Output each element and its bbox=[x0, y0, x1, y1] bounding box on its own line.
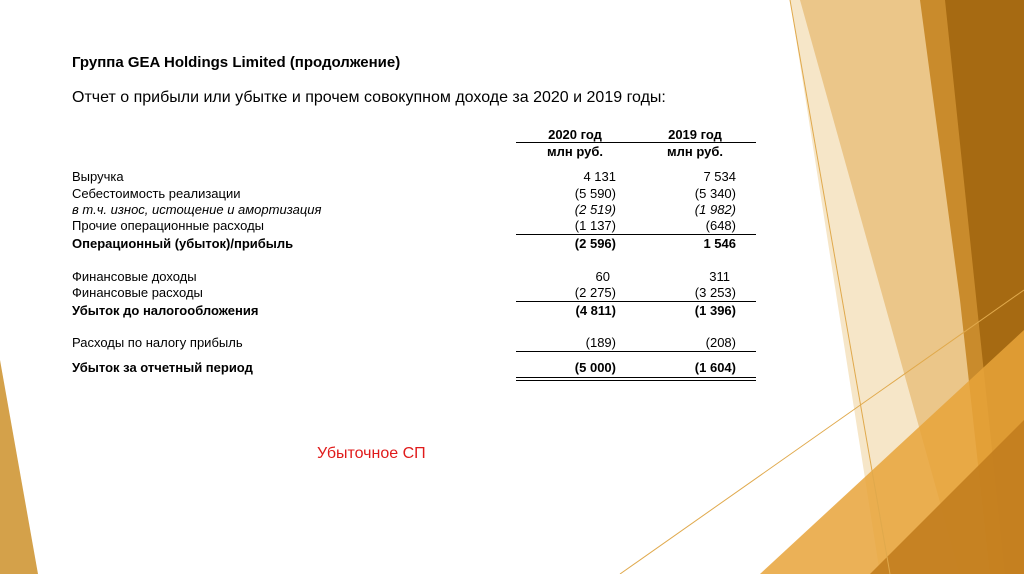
loss-making-jv-note: Убыточное СП bbox=[317, 445, 426, 462]
row-label-depreciation: в т.ч. износ, истощение и амортизация bbox=[72, 202, 322, 217]
cell-2019: 1 546 bbox=[703, 236, 736, 251]
cell-2020: (5 590) bbox=[574, 186, 616, 201]
cell-2020: (1 137) bbox=[574, 218, 616, 233]
cell-2019: (3 253) bbox=[694, 285, 736, 300]
row-label-operating-result: Операционный (убыток)/прибыль bbox=[72, 236, 294, 251]
cell-2019: (1 604) bbox=[694, 360, 736, 375]
subtotal-rule bbox=[516, 301, 756, 302]
column-unit: млн руб. bbox=[547, 144, 603, 159]
cell-2019: 311 bbox=[709, 269, 730, 284]
cell-2020: (5 000) bbox=[574, 360, 616, 375]
report-subtitle: Отчет о прибыли или убытке и прочем совокупном доходе за 2020 и 2019 годы: bbox=[72, 89, 666, 106]
cell-2020: 60 bbox=[595, 269, 610, 284]
column-header-2020 bbox=[520, 126, 630, 160]
row-label-income-tax: Расходы по налогу прибыль bbox=[72, 335, 243, 350]
cell-2019: (5 340) bbox=[694, 186, 736, 201]
row-label-finance-income: Финансовые доходы bbox=[72, 269, 197, 284]
column-year: 2019 год bbox=[668, 127, 722, 142]
row-label-other-opex: Прочие операционные расходы bbox=[72, 218, 265, 233]
cell-2020: (2 519) bbox=[574, 202, 616, 217]
cell-2019: (648) bbox=[705, 218, 736, 233]
header-rule bbox=[516, 142, 756, 143]
left-accent-shape bbox=[0, 360, 38, 574]
cell-2020: (189) bbox=[585, 335, 616, 350]
column-unit: млн руб. bbox=[667, 144, 723, 159]
row-label-revenue: Выручка bbox=[72, 169, 124, 184]
column-header-2019 bbox=[640, 126, 750, 160]
cell-2020: (2 596) bbox=[574, 236, 616, 251]
row-label-finance-costs: Финансовые расходы bbox=[72, 285, 203, 300]
subtotal-rule bbox=[516, 234, 756, 235]
row-label-cost-of-sales: Себестоимость реализации bbox=[72, 186, 241, 201]
column-year: 2020 год bbox=[548, 127, 602, 142]
row-label-loss-before-tax: Убыток до налогообложения bbox=[72, 303, 259, 318]
cell-2020: 4 131 bbox=[583, 169, 616, 184]
cell-2019: (1 396) bbox=[694, 303, 736, 318]
row-label-net-loss: Убыток за отчетный период bbox=[72, 360, 253, 375]
cell-2020: (4 811) bbox=[575, 303, 616, 318]
cell-2019: (1 982) bbox=[694, 202, 736, 217]
cell-2020: (2 275) bbox=[574, 285, 616, 300]
cell-2019: (208) bbox=[705, 335, 736, 350]
total-double-rule-top bbox=[516, 377, 756, 378]
total-double-rule-bottom bbox=[516, 380, 756, 381]
subtotal-rule bbox=[516, 351, 756, 352]
cell-2019: 7 534 bbox=[703, 169, 736, 184]
report-title: Группа GEA Holdings Limited (продолжение) bbox=[72, 54, 401, 71]
